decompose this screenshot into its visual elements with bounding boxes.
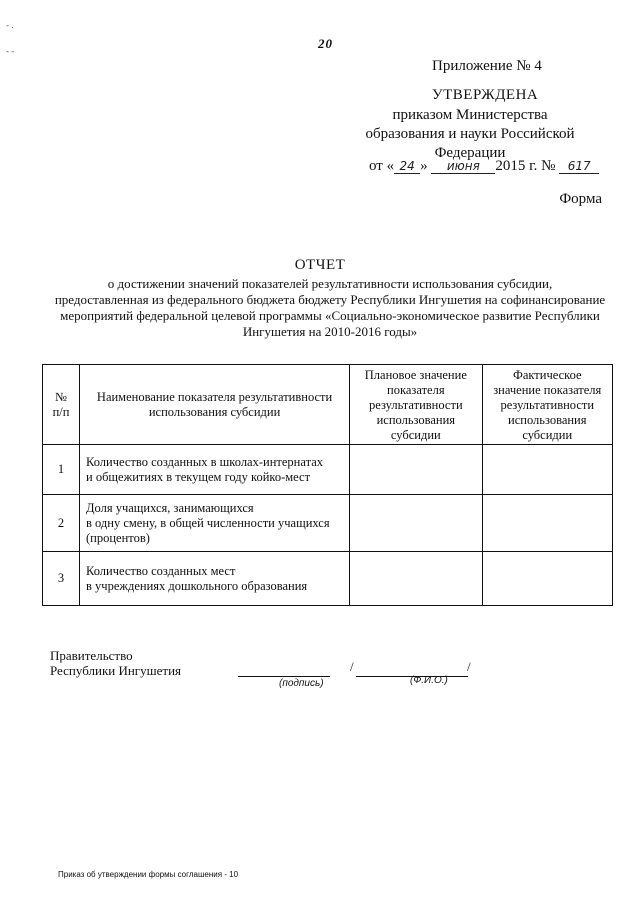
row-number: 3 (43, 552, 80, 606)
header-planned-value (350, 365, 482, 445)
scan-mark: - . (6, 20, 14, 30)
fio-slash-close: / (467, 659, 471, 674)
approved-by-block (330, 106, 610, 163)
form-label: Форма (559, 191, 602, 207)
row-name-line: (процентов) (86, 530, 150, 545)
row-name-line: в одну смену, в общей численности учащихся (86, 515, 330, 530)
header-fact-line: Фактическое (512, 368, 582, 382)
header-num-line: п/п (52, 404, 70, 419)
table-row (43, 495, 613, 552)
page-number: 20 (318, 36, 333, 51)
table-header-row (43, 365, 613, 445)
row-planned-value (350, 552, 482, 606)
page-footer: Приказ об утверждении формы соглашения - 10 (58, 870, 239, 879)
order-prefix: от « (369, 158, 395, 174)
appendix-label: Приложение № 4 (432, 58, 542, 74)
header-fact-line: результативности (500, 398, 595, 412)
report-subtitle-line: мероприятий федеральной целевой программы «Социально-экономическое развитие Республики (60, 308, 600, 323)
approved-label: УТВЕРЖДЕНА (432, 87, 539, 103)
signature-line (238, 676, 330, 677)
scan-mark: - - (6, 46, 15, 56)
signature-caption: (подпись) (279, 678, 324, 689)
order-day-close: » (420, 158, 428, 174)
order-date-line (369, 158, 599, 175)
row-actual-value (482, 495, 612, 552)
header-fact-line: использования (508, 413, 587, 427)
row-name-line: в учреждениях дошкольного образования (86, 578, 308, 593)
header-plan-line: показателя (387, 383, 445, 397)
order-year: 2015 г. № (495, 158, 556, 174)
row-actual-value (482, 445, 612, 495)
order-day-handwritten: 24 (394, 159, 420, 174)
row-indicator-name (80, 445, 350, 495)
approved-by-line: образования и науки Российской (365, 126, 575, 142)
header-plan-line: субсидии (390, 428, 441, 442)
report-subtitle-line: о достижении значений показателей результативности использования субсидии, (107, 276, 553, 291)
order-number-handwritten: 617 (559, 159, 599, 174)
row-number: 2 (43, 495, 80, 552)
header-fact-line: субсидии (522, 428, 573, 442)
report-subtitle-line: предоставленная из федерального бюджета бюджету Республики Ингушетия на софинансирование (54, 292, 606, 307)
header-plan-line: использования (376, 413, 456, 427)
row-planned-value (350, 495, 482, 552)
row-number: 1 (43, 445, 80, 495)
order-month-handwritten: июня (431, 159, 495, 174)
approved-by-line: Федерации (434, 145, 506, 161)
row-name-line: и общежитиях в текущем году койко-мест (86, 469, 311, 484)
header-fact-line: значение показателя (493, 383, 602, 397)
signatory-org-line: Правительство (50, 648, 133, 663)
row-planned-value (350, 445, 482, 495)
row-name-line: Доля учащихся, занимающихся (86, 500, 254, 515)
row-indicator-name (80, 552, 350, 606)
header-num-line: № (55, 389, 67, 404)
header-num (43, 365, 80, 445)
header-plan-line: Плановое значение (364, 368, 467, 382)
row-actual-value (482, 552, 612, 606)
table-row (43, 552, 613, 606)
approved-by-line: приказом Министерства (392, 107, 548, 123)
header-actual-value (482, 365, 612, 445)
header-indicator-name (80, 365, 350, 445)
fio-caption: (Ф.И.О.) (410, 675, 448, 686)
signatory-org-line: Республики Ингушетия (50, 663, 182, 678)
fio-slash-open: / (350, 659, 354, 674)
header-plan-line: результативности (369, 398, 463, 412)
report-subtitle (40, 276, 620, 340)
report-subtitle-line: Ингушетия на 2010-2016 годы» (242, 324, 418, 339)
header-name-line: использования субсидии (148, 404, 281, 419)
report-title: ОТЧЕТ (294, 257, 346, 273)
row-name-line: Количество созданных в школах-интернатах (86, 454, 323, 469)
indicators-table (42, 364, 613, 606)
row-name-line: Количество созданных мест (86, 563, 236, 578)
row-indicator-name (80, 495, 350, 552)
header-name-line: Наименование показателя результативности (96, 389, 333, 404)
table-row (43, 445, 613, 495)
